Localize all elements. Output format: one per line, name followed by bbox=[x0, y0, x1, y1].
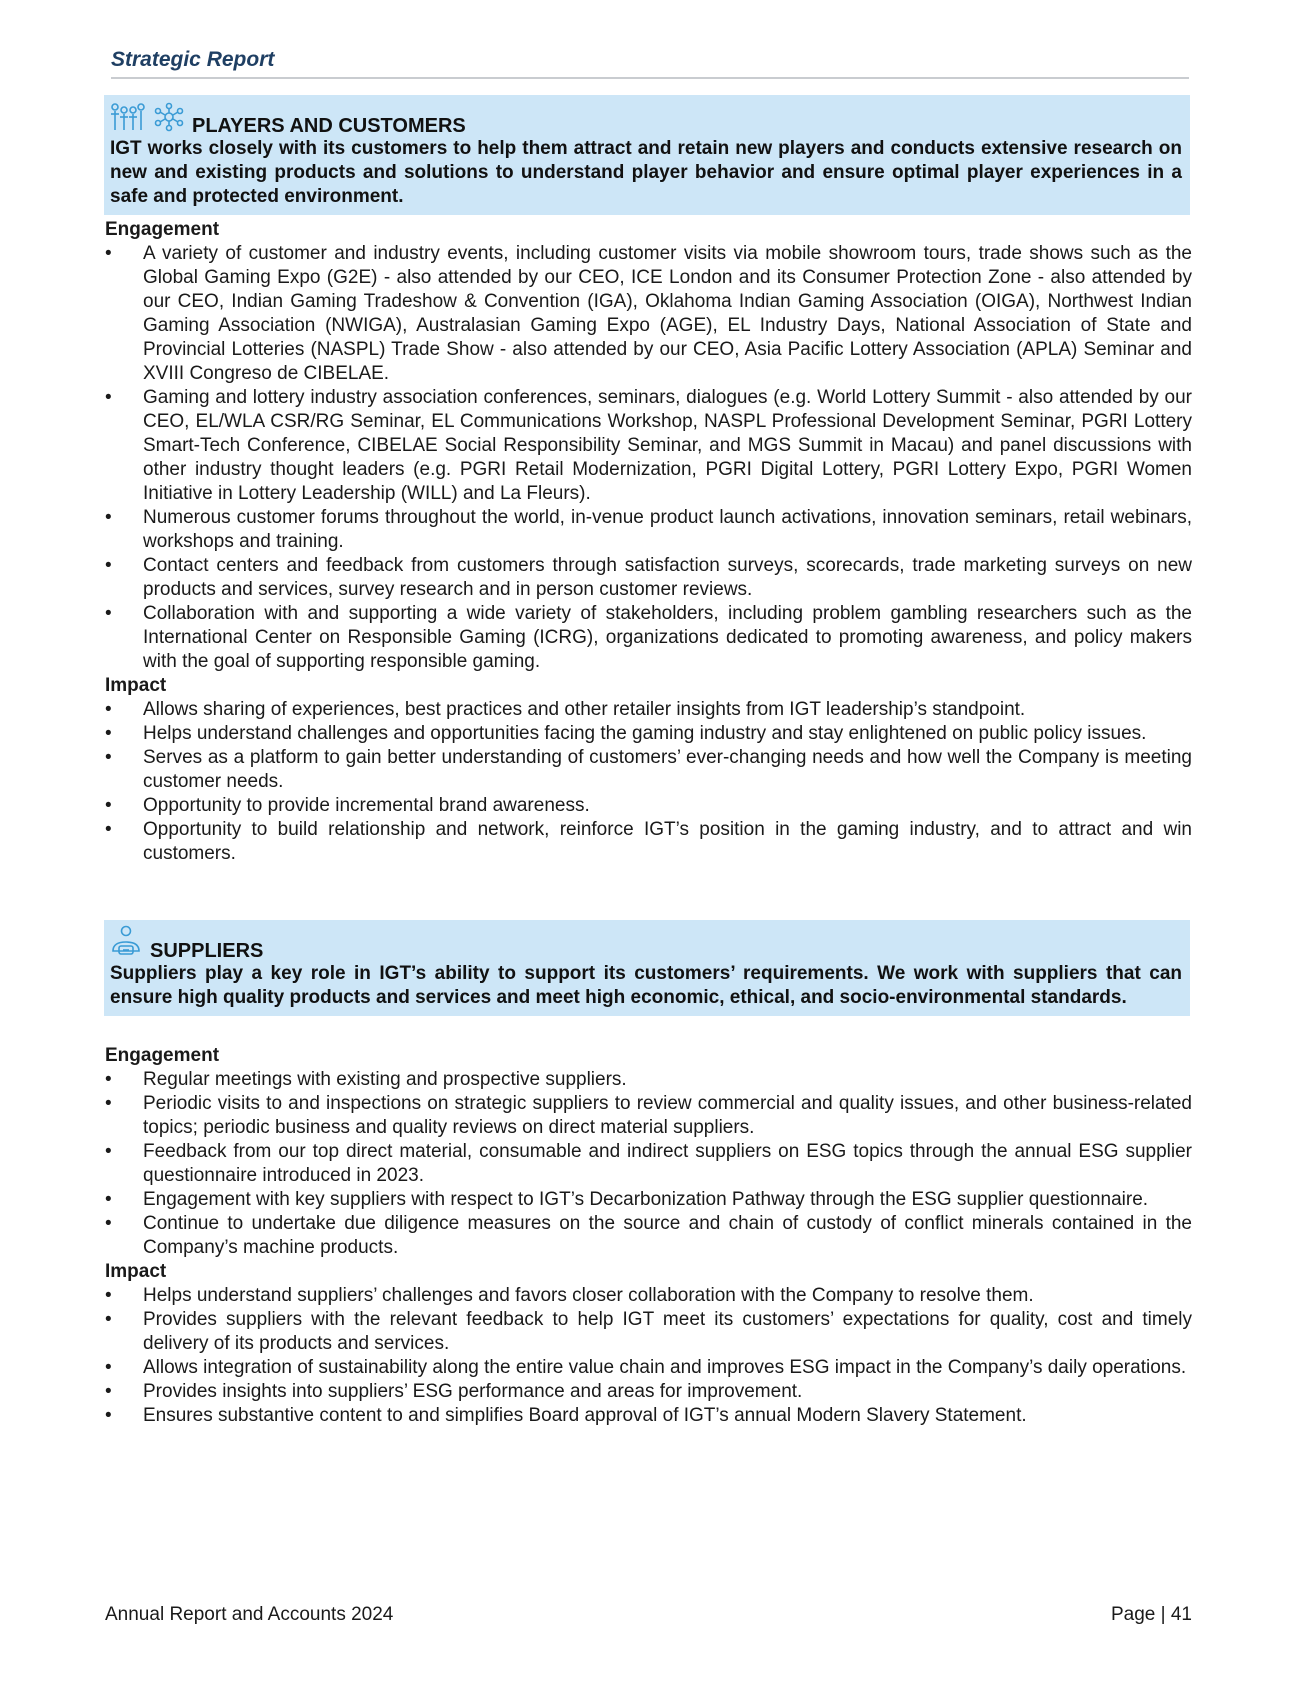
list-item: • Opportunity to provide incremental brand awareness. bbox=[105, 794, 1192, 818]
suppliers-engagement-heading: Engagement bbox=[105, 1045, 220, 1066]
suppliers-intro: Suppliers play a key role in IGT’s ability to support its customers’ requirements. We work with suppliers that can ensure high quality products and services and meet high economic, ethical, and socio-environmental standards. bbox=[110, 963, 1182, 1008]
list-item: • Feedback from our top direct material, consumable and indirect suppliers on ESG topics through the annual ESG supplier questionnaire introduced in 2023. bbox=[105, 1140, 1192, 1188]
list-item: • Allows integration of sustainability along the entire value chain and improves ESG impact in the Company’s daily operations. bbox=[105, 1356, 1192, 1380]
header-divider bbox=[111, 77, 1189, 79]
players-engagement-list bbox=[105, 242, 1192, 674]
list-item: • Opportunity to build relationship and network, reinforce IGT’s position in the gaming industry, and to attract and win customers. bbox=[105, 818, 1192, 866]
players-engagement-heading: Engagement bbox=[105, 219, 220, 240]
list-item: • Continue to undertake due diligence measures on the source and chain of custody of conflict minerals contained in the Company’s machine products. bbox=[105, 1212, 1192, 1260]
footer-page-number: Page | 41 bbox=[1110, 1604, 1192, 1625]
suppliers-callout bbox=[104, 920, 1190, 1016]
list-item: • Serves as a platform to gain better understanding of customers’ ever-changing needs and how well the Company is meeting customer needs. bbox=[105, 746, 1192, 794]
list-item: • Ensures substantive content to and simplifies Board approval of IGT’s annual Modern Slavery Statement. bbox=[105, 1404, 1192, 1428]
players-callout-header bbox=[110, 103, 1182, 137]
list-item: • Gaming and lottery industry association conferences, seminars, dialogues (e.g. World Lottery Summit - also attended by our CEO, EL/WLA CSR/RG Seminar, EL Communications Workshop, NASPL Professional Development Seminar, PGRI Lottery Smart-Tech Conference, CIBELAE Social Responsibility Seminar, and MGS Summit in Macau) and panel discussions with other industry thought leaders (e.g. PGRI Retail Modernization, PGRI Digital Lottery, PGRI Lottery Expo, PGRI Women Initiative in Lottery Leadership (WILL) and La Fleurs). bbox=[105, 386, 1192, 506]
people-icon bbox=[110, 102, 146, 137]
supplier-icon bbox=[110, 925, 142, 962]
players-impact-heading: Impact bbox=[105, 675, 167, 696]
suppliers-impact-list bbox=[105, 1284, 1192, 1428]
suppliers-section-title: SUPPLIERS bbox=[150, 940, 264, 962]
players-section-body bbox=[105, 218, 1192, 866]
list-item: • Helps understand challenges and opportunities facing the gaming industry and stay enlightened on public policy issues. bbox=[105, 722, 1192, 746]
list-item: • A variety of customer and industry events, including customer visits via mobile showroom tours, trade shows such as the Global Gaming Expo (G2E) - also attended by our CEO, ICE London and its Consumer Protection Zone - also attended by our CEO, Indian Gaming Tradeshow & Convention (IGA), Oklahoma Indian Gaming Association (OIGA), Northwest Indian Gaming Association (NWIGA), Australasian Gaming Expo (AGE), EL Industry Days, National Association of State and Provincial Lotteries (NASPL) Trade Show - also attended by our CEO, Asia Pacific Lottery Association (APLA) Seminar and XVIII Congreso de CIBELAE. bbox=[105, 242, 1192, 386]
network-icon bbox=[154, 102, 184, 137]
players-intro: IGT works closely with its customers to help them attract and retain new players and conducts extensive research on new and existing products and solutions to understand player behavior and ensure optimal player experiences in a safe and protected environment. bbox=[110, 138, 1182, 207]
list-item: • Provides suppliers with the relevant feedback to help IGT meet its customers’ expectations for quality, cost and timely delivery of its products and services. bbox=[105, 1308, 1192, 1356]
suppliers-impact-heading: Impact bbox=[105, 1261, 167, 1282]
players-callout bbox=[104, 95, 1190, 215]
footer-report-title: Annual Report and Accounts 2024 bbox=[105, 1604, 394, 1625]
list-item: • Regular meetings with existing and prospective suppliers. bbox=[105, 1068, 1192, 1092]
list-item: • Provides insights into suppliers’ ESG performance and areas for improvement. bbox=[105, 1380, 1192, 1404]
list-item: • Helps understand suppliers’ challenges and favors closer collaboration with the Company to resolve them. bbox=[105, 1284, 1192, 1308]
list-item: • Numerous customer forums throughout the world, in-venue product launch activations, innovation seminars, retail webinars, workshops and training. bbox=[105, 506, 1192, 554]
list-item: • Periodic visits to and inspections on strategic suppliers to review commercial and quality issues, and other business-related topics; periodic business and quality reviews on direct material suppliers. bbox=[105, 1092, 1192, 1140]
suppliers-engagement-list bbox=[105, 1068, 1192, 1260]
suppliers-section-body bbox=[105, 1044, 1192, 1428]
players-section-title: PLAYERS AND CUSTOMERS bbox=[192, 115, 466, 137]
list-item: • Collaboration with and supporting a wide variety of stakeholders, including problem gambling researchers such as the International Center on Responsible Gaming (ICRG), organizations dedicated to promoting awareness, and policy makers with the goal of supporting responsible gaming. bbox=[105, 602, 1192, 674]
page-header-title: Strategic Report bbox=[111, 48, 275, 71]
players-impact-list bbox=[105, 698, 1192, 866]
list-item: • Contact centers and feedback from customers through satisfaction surveys, scorecards, trade marketing surveys on new products and services, survey research and in person customer reviews. bbox=[105, 554, 1192, 602]
suppliers-callout-header bbox=[110, 928, 1182, 962]
list-item: • Allows sharing of experiences, best practices and other retailer insights from IGT leadership’s standpoint. bbox=[105, 698, 1192, 722]
list-item: • Engagement with key suppliers with respect to IGT’s Decarbonization Pathway through the ESG supplier questionnaire. bbox=[105, 1188, 1192, 1212]
